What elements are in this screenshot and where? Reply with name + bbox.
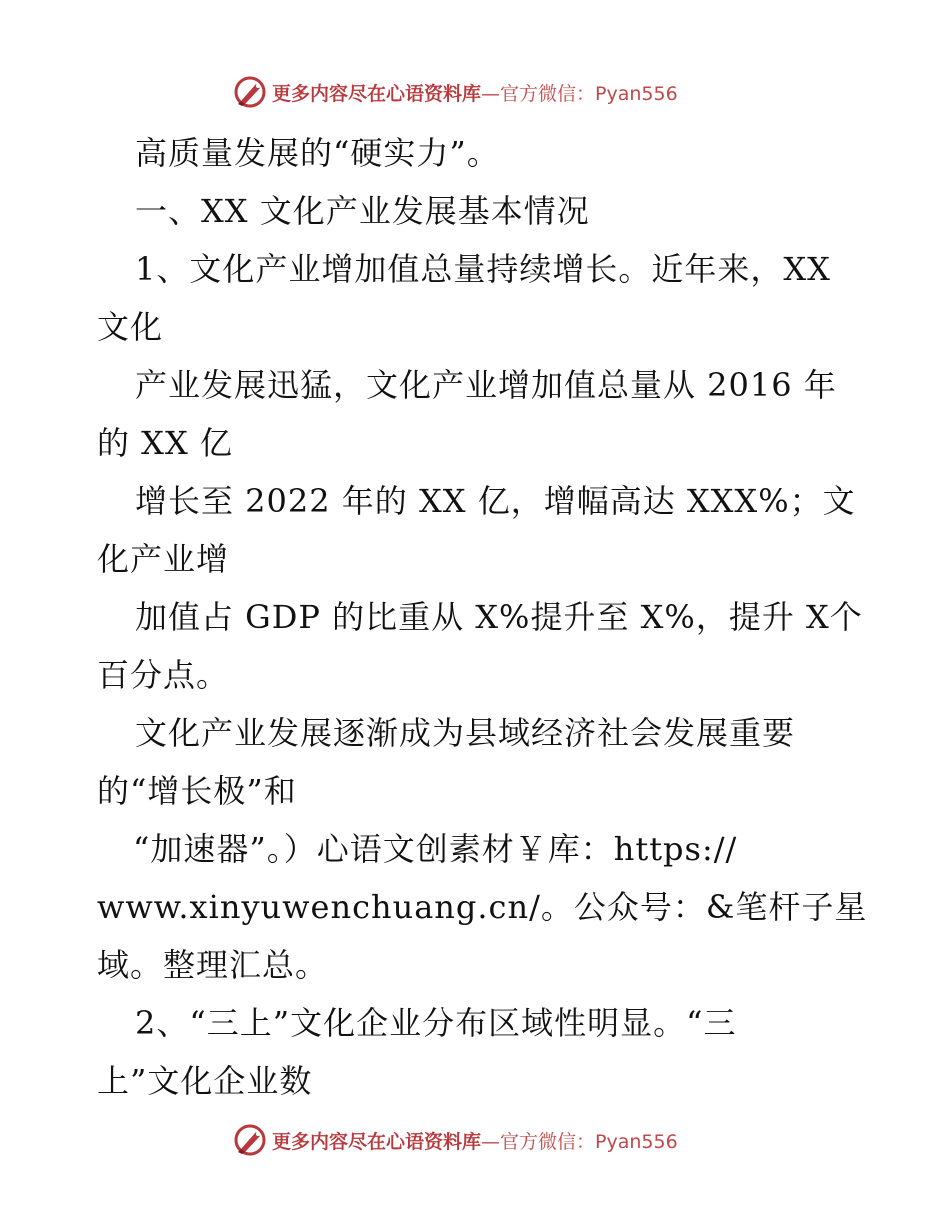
body-line: 百分点。 bbox=[97, 656, 230, 694]
body-line: 的 XX 亿 bbox=[97, 424, 233, 462]
pen-logo-icon bbox=[232, 74, 268, 110]
body-line: 产业发展迅猛，文化产业增加值总量从 2016 年 bbox=[135, 366, 837, 404]
pen-logo-icon bbox=[232, 1122, 268, 1158]
header-banner bbox=[232, 72, 678, 112]
body-line: 的“增长极”和 bbox=[97, 772, 297, 810]
body-line: 1、文化产业增加值总量持续增长。近年来，XX bbox=[135, 250, 831, 288]
document-body bbox=[97, 124, 868, 1110]
body-line: 文化产业发展逐渐成为县域经济社会发展重要 bbox=[135, 714, 796, 752]
body-line: 高质量发展的“硬实力”。 bbox=[135, 134, 500, 172]
body-line: 域。整理汇总。 bbox=[97, 946, 329, 984]
banner-official-account: —官方微信：Pyan556 bbox=[481, 82, 678, 105]
body-line: 文化 bbox=[97, 308, 164, 346]
banner-title: 更多内容尽在心语资料库 bbox=[272, 82, 482, 105]
body-line: 化产业增 bbox=[97, 540, 230, 578]
body-line: “加速器”。）心语文创素材￥库：https:// bbox=[133, 830, 738, 868]
body-line: 加值占 GDP 的比重从 X%提升至 X%，提升 X个 bbox=[135, 598, 863, 636]
body-line: 增长至 2022 年的 XX 亿，增幅高达 XXX%；文 bbox=[135, 482, 856, 520]
body-line: 上”文化企业数 bbox=[97, 1062, 313, 1100]
banner-official-account: —官方微信：Pyan556 bbox=[481, 1130, 678, 1153]
banner-title: 更多内容尽在心语资料库 bbox=[272, 1130, 482, 1153]
body-line: 2、“三上”文化企业分布区域性明显。“三 bbox=[135, 1004, 737, 1042]
section-heading: 一、XX 文化产业发展基本情况 bbox=[135, 192, 590, 230]
footer-banner bbox=[232, 1120, 678, 1160]
body-line-url: www.xinyuwenchuang.cn/。公众号：&笔杆子星 bbox=[97, 888, 868, 926]
